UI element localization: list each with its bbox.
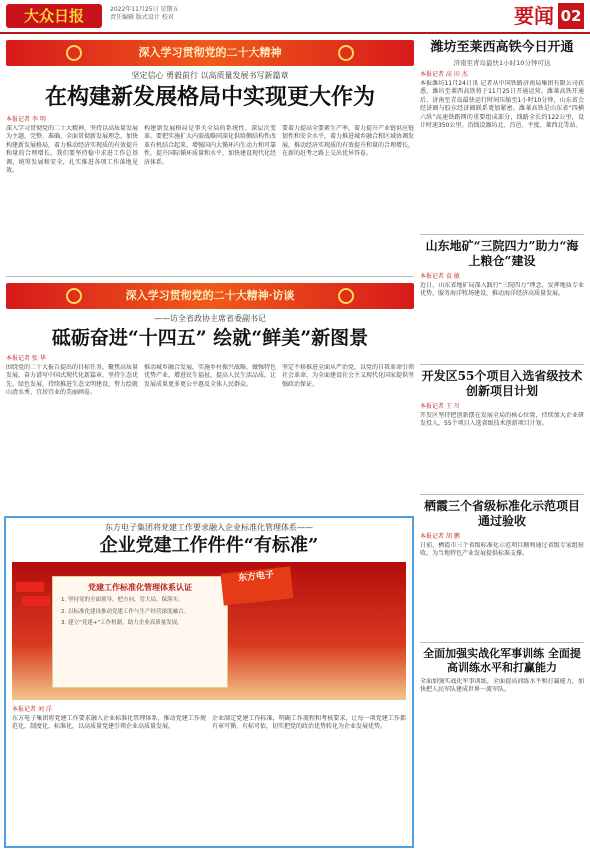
- middle-headline: 砥砺奋进“十四五” 绘就“鲜美”新图景: [51, 327, 369, 349]
- brief-byline: 本报记者 袁 敏: [420, 273, 460, 280]
- brief-byline: 本报记者 王 川: [420, 403, 460, 410]
- brief-story-5: [420, 647, 584, 772]
- top-text-col: 要着力提高全要素生产率，着力提升产业链供应链韧性和安全水平，着力推进城乡融合和区域协调发展，推动经济实现质的有效提升和量的合理增长，在新的赶考之路上交出优异答卷。: [282, 125, 414, 158]
- brief-text: 开发区坚持把创新摆在发展全局的核心位置，持续加大企业研发投入，55个项目入选省级技术创新项目计划。: [420, 412, 584, 428]
- middle-kicker: ——访全省政协主席省委副书记: [154, 314, 266, 323]
- top-kicker: 坚定信心 勇毅前行 以高质量发展书写新篇章: [131, 71, 289, 80]
- middle-text-col: 坚定不移推进全面从严治党，以党的自我革命引领社会革命，为全面建设社会主义现代化国家提供坚强政治保证。: [282, 364, 414, 388]
- banner-emblem-icon: [338, 45, 354, 61]
- brief-text: 近日，山东省地矿局深入践行“三院四力”理念，发挥地质专业优势，服务海洋牧场建设，推动海洋经济高质量发展。: [420, 282, 584, 298]
- brief-byline: 本报记者 胡 鹏: [420, 533, 460, 540]
- newspaper-logo: 大众日报: [6, 4, 102, 28]
- top-body: [6, 125, 414, 277]
- poster-item: 3. 建立“党建+”工作机制，助力企业高质量发展。: [61, 620, 183, 626]
- bottom-text-col: 东方电子集团将党建工作要求融入企业标准化管理体系，推动党建工作规范化、制度化、标准化，以高质量党建引领企业高质量发展。: [12, 715, 206, 731]
- top-text-col: 深入学习贯彻党的二十大精神，坚持以高质量发展为主题，完整、准确、全面贯彻新发展理念，加快构建新发展格局，着力推动经济实现质的有效提升和量的合理增长。我们要坚持稳中求进工作总基调，统筹发展和安全，扎实推进各项工作落地见效。: [6, 125, 138, 175]
- bottom-kicker: 东方电子集团将党建工作要求融入企业标准化管理体系——: [105, 523, 313, 532]
- poster-stamp: 东方电子: [221, 566, 294, 605]
- highlighted-article[interactable]: [4, 516, 414, 848]
- bottom-text-col: 企业制定党建工作标准，明确工作流程和考核要求，让每一项党建工作都有章可循、有标可依，切实把党的政治优势转化为企业发展优势。: [212, 715, 406, 731]
- brief-column: [420, 40, 584, 845]
- poster-title: 党建工作标准化管理体系认证: [88, 583, 192, 592]
- bottom-body: [12, 715, 406, 825]
- flag-icon: [16, 582, 44, 592]
- banner-emblem-icon: [338, 288, 354, 304]
- brief-title: 栖霞三个省级标准化示范项目通过验收: [423, 499, 580, 528]
- theme-banner: 深入学习贯彻党的二十大精神: [6, 40, 414, 66]
- section-name: 要闻: [514, 4, 554, 28]
- article-illustration: [12, 562, 406, 700]
- brief-text: 全面加强实战化军事训练，全面提高训练水平和打赢能力，加快把人民军队建成世界一流军队。: [420, 678, 584, 694]
- section-tag: [514, 3, 584, 29]
- brief-subtitle: 济南至青岛最快1小时10分钟可达: [453, 59, 551, 67]
- brief-story-2: [420, 239, 584, 365]
- middle-byline: 本报记者 张 华: [6, 355, 46, 362]
- theme-banner: 深入学习贯彻党的二十大精神·访谈: [6, 283, 414, 309]
- top-byline: 本报记者 李 明: [6, 116, 46, 123]
- brief-title: 开发区55个项目入选省级技术创新项目计划: [421, 369, 583, 398]
- masthead: [0, 0, 590, 34]
- brief-title: 潍坊至莱西高铁今日开通: [430, 40, 574, 55]
- brief-title: 全面加强实战化军事训练 全面提高训练水平和打赢能力: [423, 647, 581, 674]
- brief-story-3: [420, 369, 584, 495]
- brief-story-4: [420, 499, 584, 643]
- middle-body: [6, 364, 414, 508]
- middle-text-col: 推动城乡融合发展，实施乡村振兴战略，做强特色优势产业，增进民生福祉，提高人民生活品质，让发展成果更多更公平惠及全体人民群众。: [144, 364, 276, 388]
- poster-item: 1. 坚持党的全面领导，把方向、管大局、保落实。: [61, 597, 184, 603]
- poster-card: [52, 576, 228, 688]
- issue-info: 2022年11月25日 星期五 责任编辑 版式设计 校对: [110, 6, 179, 21]
- brief-text: 本报潍坊11月24日讯 记者从中国铁路济南局集团有限公司获悉，潍坊至莱西高铁将于11月25日开通运营。潍莱高铁开通后，济南至青岛最快运行时间压缩至1小时10分钟，山东省会经济圈与胶东经济圈联系更加紧密。潍莱高铁是山东省“四横六纵”高速铁路网的重要组成部分，线路全长约122公里，设计时速350公里。沿线设潍坊北、昌邑、平度、莱西北等站。: [420, 80, 584, 130]
- middle-text-col: 围绕党的二十大报告提出的目标任务，聚焦高质量发展，奋力谱写中国式现代化新篇章。坚持生态优先、绿色发展，持续推进生态文明建设，努力绘就山清水秀、宜居宜业的美丽画卷。: [6, 364, 138, 397]
- bottom-byline: 本报记者 刘 洋: [12, 706, 52, 713]
- bottom-headline: 企业党建工作件件“有标准”: [99, 535, 319, 556]
- brief-title: 山东地矿“三院四力”助力“海上粮仓”建设: [425, 239, 579, 268]
- top-text-col: 构建新发展格局是事关全局的系统性、深层次变革。要把实施扩大内需战略同深化供给侧结构性改革有机结合起来，增强国内大循环内生动力和可靠性，提升国际循环质量和水平，加快建设现代化经济体系。: [144, 125, 276, 166]
- brief-byline: 本报记者 高 田 杰: [420, 71, 468, 78]
- brief-text: 日前，栖霞市三个省级标准化示范项目顺利通过省级专家组验收，为当地特色产业发展提供标准支撑。: [420, 542, 584, 558]
- brief-story-1: [420, 40, 584, 235]
- section-number: 02: [558, 3, 584, 29]
- flag-icon: [22, 596, 50, 606]
- top-headline: 在构建新发展格局中实现更大作为: [44, 84, 375, 110]
- poster-item: 2. 以标准化建设推动党建工作与生产经营深度融合。: [61, 608, 189, 615]
